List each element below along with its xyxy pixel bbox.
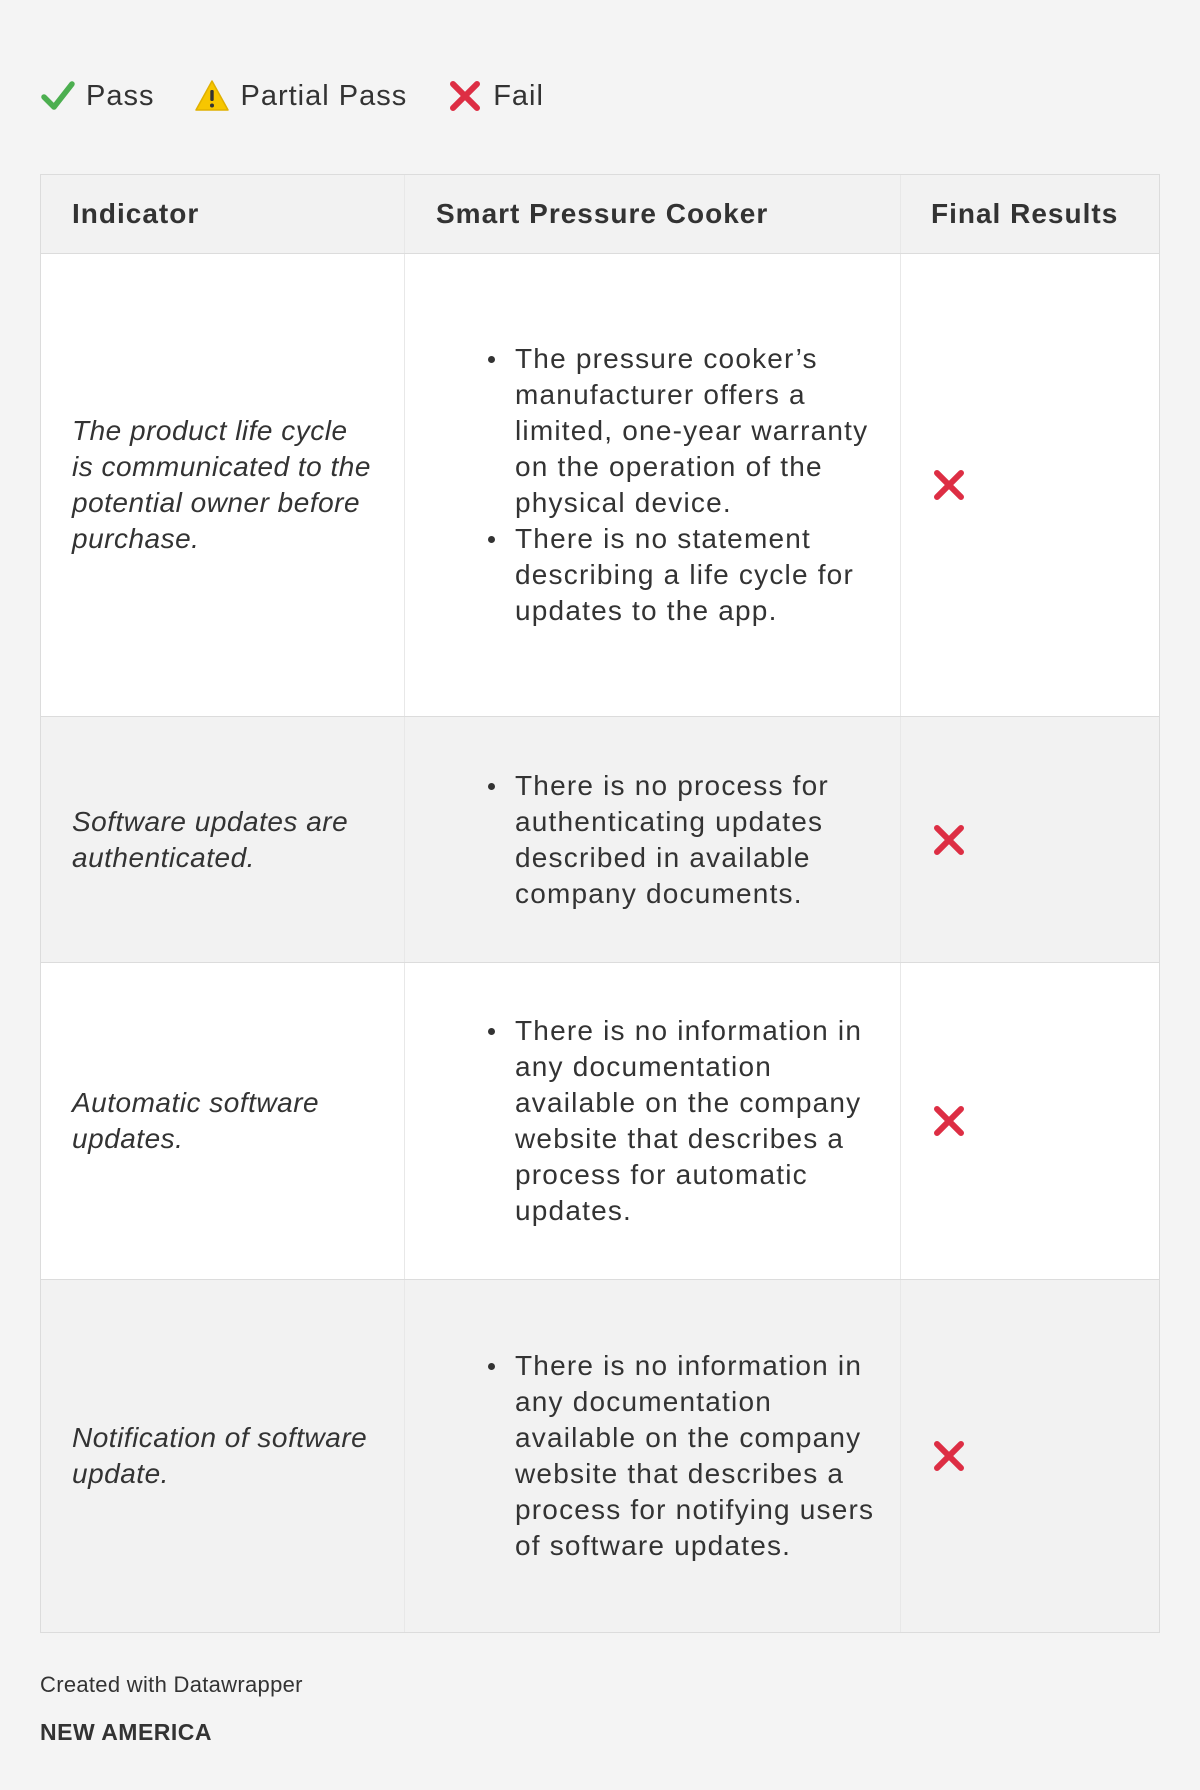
bullet-list [405,1013,900,1229]
indicator-text: Notification of software update. [72,1422,368,1489]
column-header-final-results: Final Results [931,198,1119,229]
column-header-smart-pressure-cooker: Smart Pressure Cooker [405,175,901,253]
column-header-indicator: Indicator [41,175,405,253]
table-header-row [41,175,1159,253]
check-mark-icon [40,78,76,114]
legend-item-partial-pass [194,78,407,114]
cross-mark-icon [931,1438,967,1474]
cross-mark-icon [447,78,483,114]
cross-mark-icon [931,1103,967,1139]
list-item: There is no statement describing a life cycle for updates to the app. [515,521,900,629]
publisher-name: NEW AMERICA [40,1719,213,1745]
table-row [41,1279,1159,1632]
cross-mark-icon [931,467,967,503]
table-row [41,962,1159,1279]
indicator-text: The product life cycle is communicated to the potential owner before purchase. [72,415,371,554]
table-row [41,716,1159,962]
list-item: There is no information in any documentation available on the company website that describes a process for notifying users of software updates. [515,1348,900,1564]
cross-mark-icon [931,822,967,858]
legend-item-pass [40,78,154,114]
legend-item-fail [447,78,544,114]
indicator-text: Software updates are authenticated. [72,805,349,873]
legend-label-pass: Pass [86,79,155,112]
list-item: There is no process for authenticating updates described in available company documents. [515,768,900,912]
legend-label-fail: Fail [493,79,544,112]
table-row [41,253,1159,716]
datawrapper-credit-link[interactable]: Created with Datawrapper [40,1672,303,1697]
bullet-list [405,1348,900,1564]
legend-label-partial-pass: Partial Pass [240,79,408,112]
list-item: The pressure cooker’s manufacturer offers a limited, one-year warranty on the operation of the physical device. [515,341,900,521]
list-item: There is no information in any documentation available on the company website that describes a process for automatic updates. [515,1013,900,1229]
legend [40,74,584,118]
warning-icon [194,78,230,114]
bullet-list [405,768,900,912]
indicator-text: Automatic software updates. [72,1087,320,1154]
results-table [40,174,1160,1633]
bullet-list [405,341,900,629]
